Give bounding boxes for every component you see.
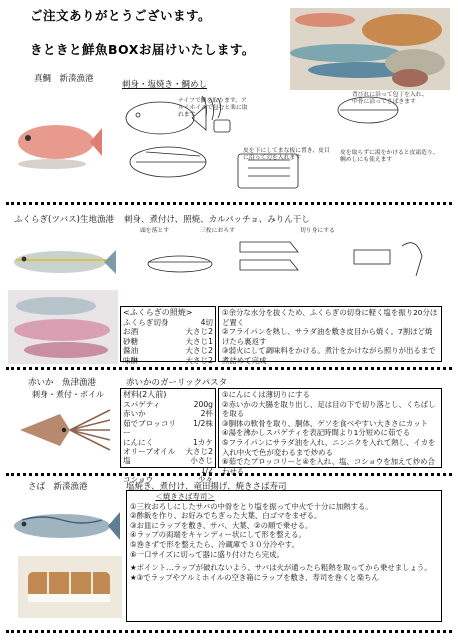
sec4-methods: 塩焼き、煮付け、竜田揚げ、焼きさば寿司 (126, 482, 287, 492)
ingredient-name: お酒 (123, 327, 139, 337)
sea-bream-illustration (118, 90, 418, 200)
ingredient-row (121, 318, 215, 327)
teriyaki-ingredients-box (120, 306, 216, 365)
sec4-fish-label: さば 新湊漁港 (28, 482, 88, 492)
sec2-fish-label: ふくらぎ(ツバス)生地漁港 (14, 215, 114, 225)
ingredient-amount: 大さじ2 (185, 355, 213, 365)
ingredient-name: 味醂 (123, 355, 139, 365)
sec2-step-label-3: 切り身にする (300, 228, 335, 234)
ingredient-amount: 小さじ1/2 (190, 456, 213, 475)
header-line-2: きときと鮮魚BOXお届けいたします。 (30, 42, 255, 57)
yellowtail-illustration (140, 226, 440, 286)
sec1-note-4: 皮を取らずに湯をかけると皮霜造り、鯛めしにも使えます (340, 150, 439, 163)
teriyaki-ingredient-table (121, 318, 215, 365)
divider-2 (6, 367, 452, 370)
ingredient-row (121, 419, 215, 438)
ingredient-name: コショウ (123, 475, 154, 485)
ingredient-name: 醤油 (123, 346, 139, 356)
header-line-1: ご注文ありがとうございます。 (30, 8, 212, 23)
sec1-note-3: 皮を下にしてまな板に置き、皮目に沿って刃を入れます (243, 148, 330, 161)
divider-1 (6, 202, 452, 205)
ingredient-name: 赤いか (123, 409, 146, 419)
ingredient-row (121, 438, 215, 447)
sushi-steps: ①三枚おろしにしたサバの中骨をとり塩を振って中火で十分に加熱する。 ②酢飯を作り、お好みでちぎった大葉、白ゴマをまぜる。 ③お皿にラップを敷き、サバ、大葉、②の順で乗せる。 ④ラップの両端をキャンディー状にして形を整える。 ⑤巻きずで形を整えたら、冷蔵庫で３０分冷やす。 ⑥一口サイズに切って器に盛り付けたら完成。 (130, 501, 373, 559)
ingredient-amount: 大さじ2 (185, 327, 213, 337)
ingredient-amount: 少々 (197, 475, 213, 485)
yellowtail-fillet-photo (8, 290, 118, 364)
ingredient-amount: 4切 (200, 318, 213, 327)
ingredient-name: ふくらぎ切身 (123, 318, 169, 327)
red-squid-photo (14, 400, 114, 462)
ingredient-amount: 200g (193, 400, 213, 409)
pasta-ingredients-box (120, 388, 216, 485)
sec3-methods: 刺身・煮付・ボイル (32, 390, 104, 399)
divider-3 (6, 473, 452, 476)
ingredient-row (121, 409, 215, 418)
sec2-step-label-2: 三枚におろす (200, 228, 235, 234)
ingredient-name: 塩 (123, 456, 131, 466)
sec3-recipe-name: 赤いかのガーリックパスタ (126, 378, 228, 388)
pasta-ingredients-head: 材料(2人前) (123, 390, 167, 399)
ingredient-name: 茹でブロッコリー (123, 418, 177, 438)
ingredient-row (121, 327, 215, 336)
ingredient-name: スパゲティ (123, 400, 161, 409)
mackerel-photo (8, 500, 120, 554)
sec1-note-2: 背びれに沿って包丁を入れ、中骨に沿ってさばきます (352, 92, 428, 105)
ingredient-row (121, 346, 215, 355)
sec1-fish-label: 真鯛 新湊漁港 (34, 74, 94, 84)
ingredient-name: にんにく (123, 437, 154, 447)
sushi-recipe-box (126, 490, 442, 622)
sec1-methods: 刺身・塩焼き・鯛めし (122, 80, 208, 90)
sushi-point: ★ポイント…ラップが破れないよう、サバは火が通ったら粗熱を取ってから乗せましょう。 ★③でラップやアルミホイルの空き箱にラップを敷き、寿司を巻くと楽ちん (130, 563, 432, 582)
pasta-steps: ①にんにくは薄切りにする ②赤いかの大腸を取り出し、足は目の下で切り落とし、くちばしを取る ③胴体の軟骨を取り、胴体、ゲソを食べやすい大きさにカット ④湯を沸かしスパゲティを表記時間より1分短めに茹でる ⑤フライパンにサラダ油を入れ、ニンニクを入れて熱し、イカを入れ中火で色が変わるまで炒める ⑥茹でたブロッコリーと④を入れ、塩、コショウを加えて炒め合わせる (218, 388, 442, 468)
ingredient-row (121, 400, 215, 409)
ingredient-row (121, 356, 215, 365)
pasta-ingredient-table (121, 400, 215, 485)
ingredient-amount: 1/2株 (193, 418, 213, 428)
ingredient-amount: 2杯 (200, 409, 213, 419)
sec2-methods: 刺身、煮付け、照焼、カルパッチョ、みりん干し (124, 215, 310, 225)
teriyaki-steps: ①余分な水分を抜くため、ふくらぎの切身に軽く塩を振り20分ほど置く ②フライパンを熱し、サラダ油を敷き皮目から焼く。7割ほど焼けたら裏返す ③弱火にして調味料をかける。煮汁をかけながら照りが出るまで煮詰めて完成 (218, 306, 442, 362)
ingredient-name: 砂糖 (123, 336, 139, 346)
sushi-title: ＜焼きさば寿司＞ (155, 492, 215, 501)
ingredient-row (121, 337, 215, 346)
sec3-fish-label: 赤いか 魚津漁港 (28, 378, 97, 388)
sec1-note-1: ナイフで鱗を取ります。アルミホイルで包むと楽に取れます (178, 98, 248, 118)
grilled-mackerel-sushi-photo (18, 556, 122, 618)
header-fish-photo (290, 8, 450, 90)
ingredient-amount: 大さじ2 (185, 346, 213, 356)
teriyaki-title: <ふくらぎの照焼> (123, 308, 193, 317)
ingredient-amount: 大さじ2 (185, 447, 213, 457)
divider-4 (6, 630, 452, 633)
yellowtail-photo (8, 238, 116, 286)
sea-bream-photo (8, 116, 103, 174)
ingredient-amount: 1カケ (192, 437, 213, 447)
ingredient-amount: 大さじ1 (185, 336, 213, 346)
ingredient-name: オリーブオイル (123, 447, 176, 457)
sec2-step-label-1: 頭を落とす (140, 228, 169, 234)
